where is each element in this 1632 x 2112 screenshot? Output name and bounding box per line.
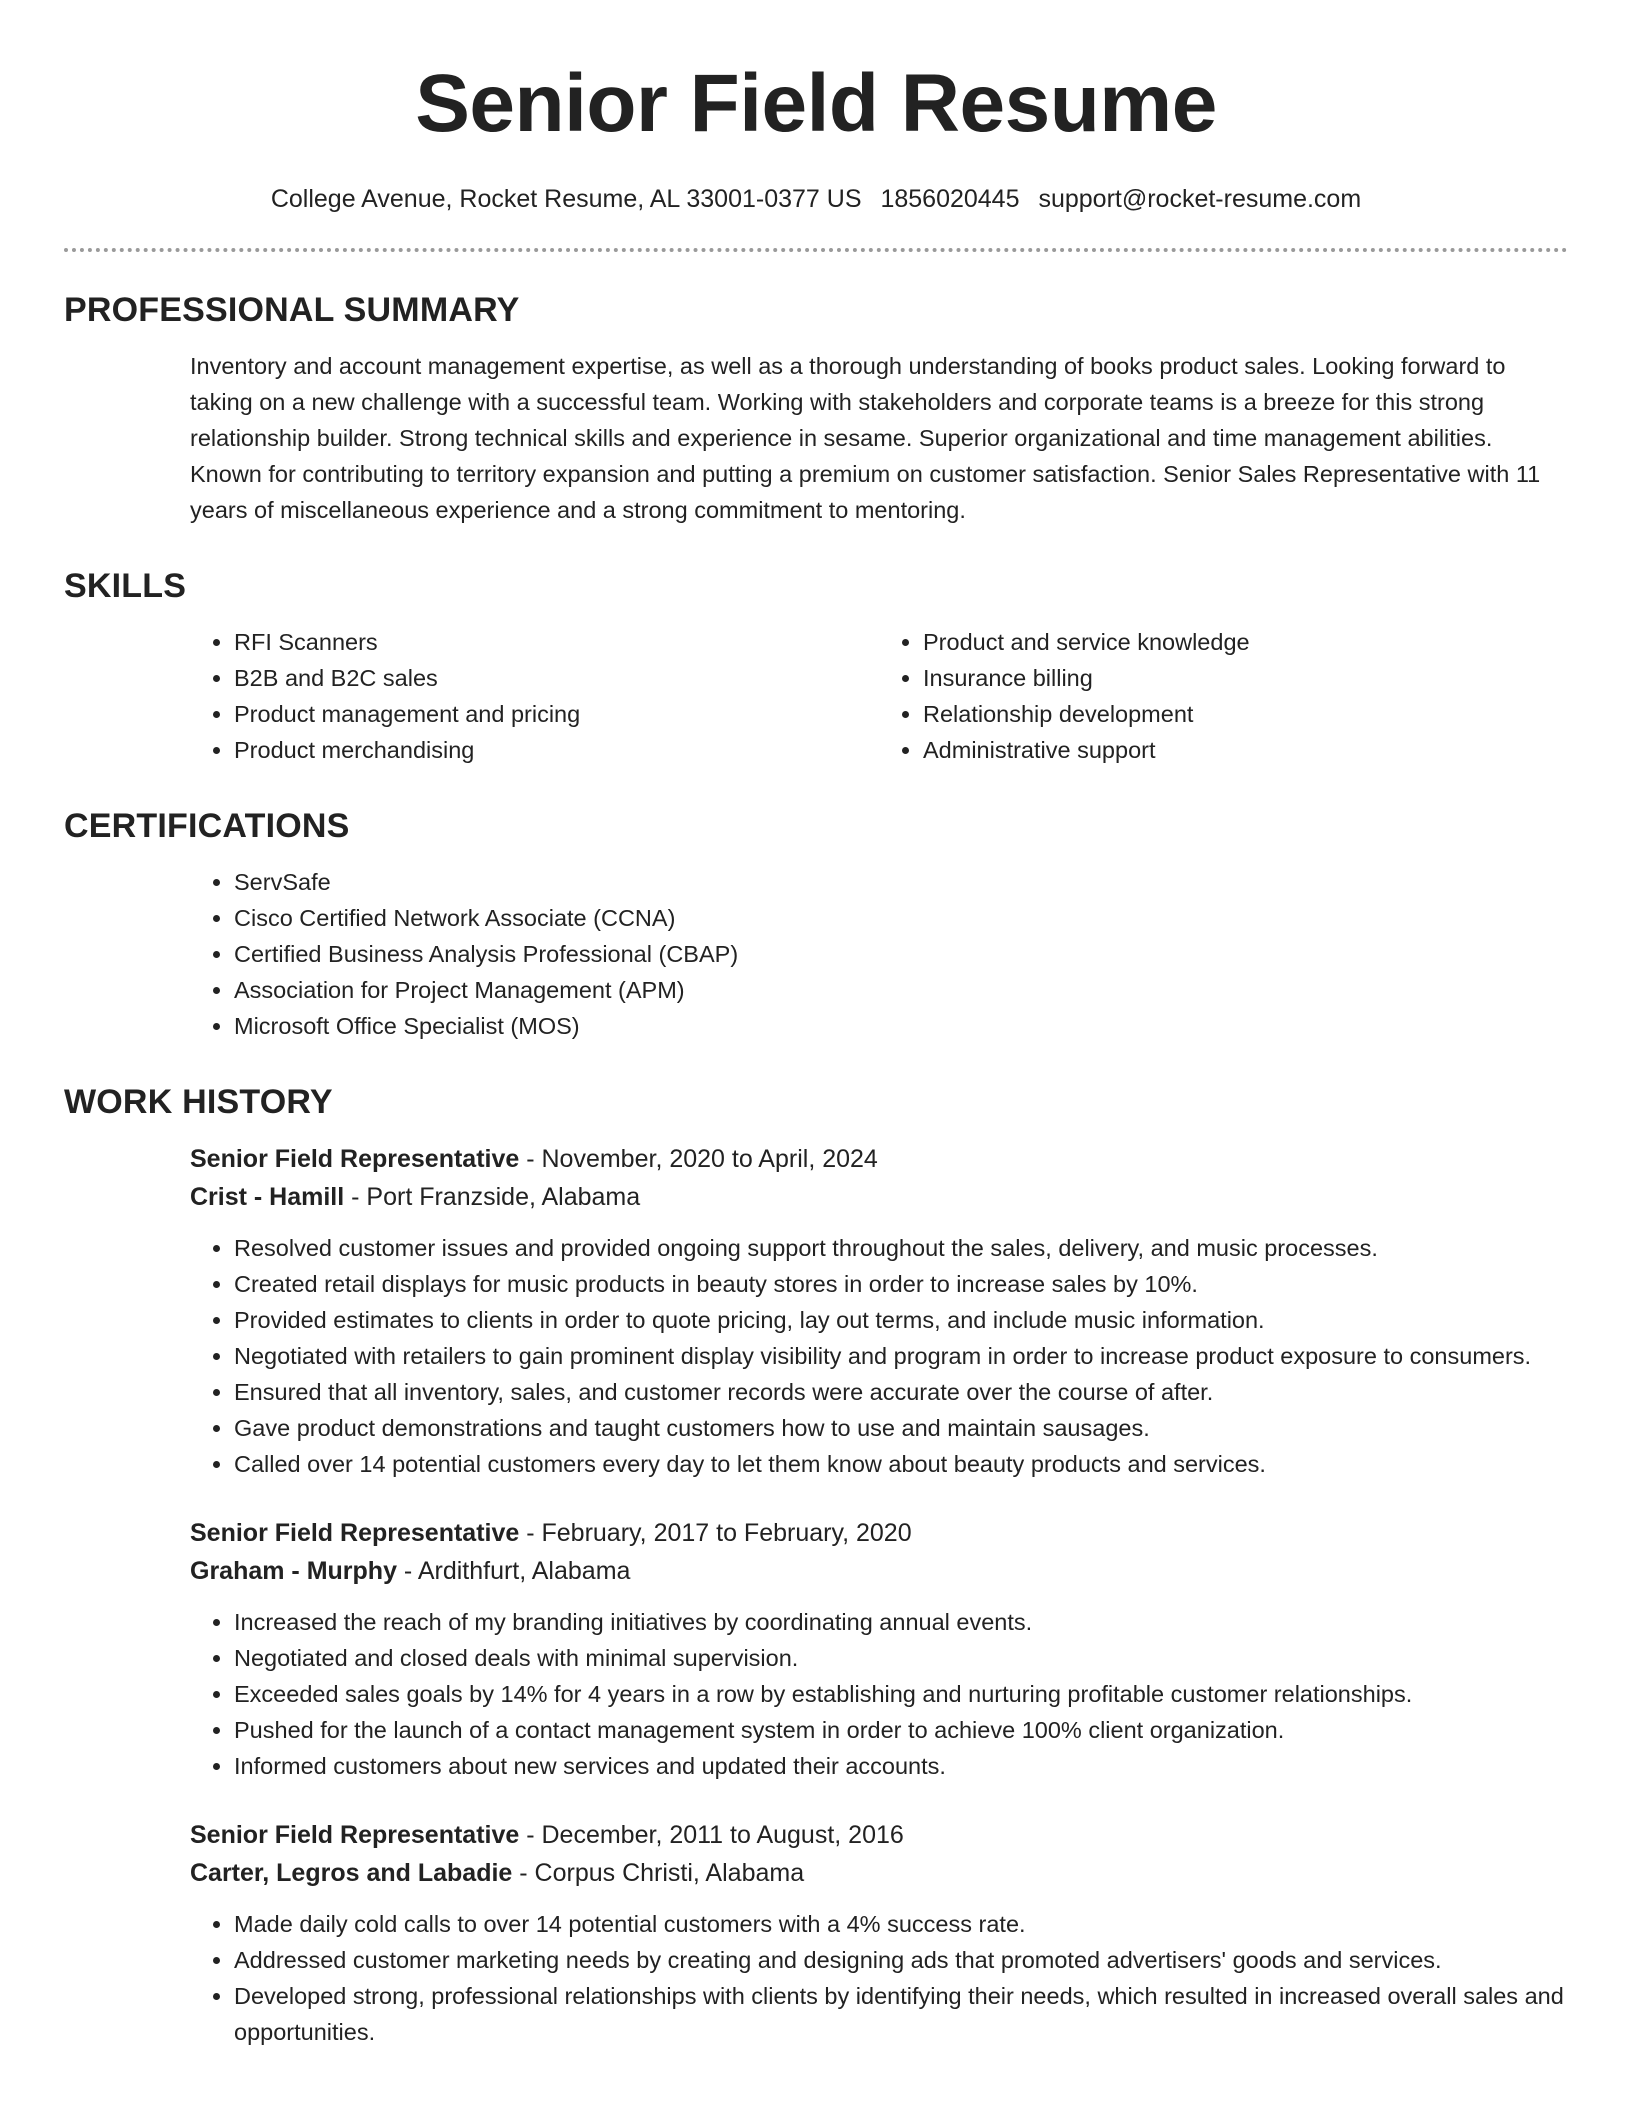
job-bullet: • Exceeded sales goals by 14% for 4 years in a row by establishing and nurturing profitable customer relationships. xyxy=(234,1676,1568,1712)
header-divider xyxy=(64,248,1568,252)
job-bullet: • Informed customers about new services and updated their accounts. xyxy=(234,1748,1568,1784)
skill-item: • Administrative support xyxy=(923,732,1568,768)
job-entry xyxy=(190,1816,1568,2050)
job-entry xyxy=(190,1140,1568,1482)
job-bullet: • Provided estimates to clients in order to quote pricing, lay out terms, and include music information. xyxy=(234,1302,1568,1338)
skill-item: • Insurance billing xyxy=(923,660,1568,696)
work-history-section xyxy=(64,1082,1568,2050)
certification-item: • Certified Business Analysis Professional (CBAP) xyxy=(234,936,1568,972)
resume-header xyxy=(64,0,1568,214)
job-dates: - February, 2017 to February, 2020 xyxy=(519,1519,912,1547)
contact-line xyxy=(64,184,1568,214)
skills-grid xyxy=(64,624,1568,768)
certification-item: • Association for Project Management (APM) xyxy=(234,972,1568,1008)
job-bullet: • Negotiated and closed deals with minimal supervision. xyxy=(234,1640,1568,1676)
certification-item: • Microsoft Office Specialist (MOS) xyxy=(234,1008,1568,1044)
job-bullet: • Resolved customer issues and provided ongoing support throughout the sales, delivery, and music processes. xyxy=(234,1230,1568,1266)
job-bullet: • Developed strong, professional relationships with clients by identifying their needs, which resulted in increased overall sales and opportunities. xyxy=(234,1978,1568,2050)
job-bullets xyxy=(190,1906,1568,2050)
job-dates: - December, 2011 to August, 2016 xyxy=(519,1821,904,1849)
job-bullet: • Pushed for the launch of a contact management system in order to achieve 100% client organization. xyxy=(234,1712,1568,1748)
work-history-title: WORK HISTORY xyxy=(64,1083,333,1121)
contact-address: College Avenue, Rocket Resume, AL 33001-0377 US xyxy=(270,185,862,213)
job-bullets xyxy=(190,1230,1568,1482)
job-bullet: • Increased the reach of my branding initiatives by coordinating annual events. xyxy=(234,1604,1568,1640)
skill-item: • RFI Scanners xyxy=(234,624,879,660)
skill-item: • Product and service knowledge xyxy=(923,624,1568,660)
skill-item: • B2B and B2C sales xyxy=(234,660,879,696)
summary-title: PROFESSIONAL SUMMARY xyxy=(64,291,520,329)
contact-phone: 1856020445 xyxy=(880,185,1020,213)
skill-item: • Relationship development xyxy=(923,696,1568,732)
job-bullet: • Ensured that all inventory, sales, and customer records were accurate over the course of after. xyxy=(234,1374,1568,1410)
job-bullet: • Called over 14 potential customers every day to let them know about beauty products and services. xyxy=(234,1446,1568,1482)
resume-name: Senior Field Resume xyxy=(415,58,1217,149)
certifications-section xyxy=(64,806,1568,1044)
job-location: - Port Franzside, Alabama xyxy=(344,1183,641,1211)
job-bullet: • Created retail displays for music products in beauty stores in order to increase sales by 10%. xyxy=(234,1266,1568,1302)
skills-list-right xyxy=(879,624,1568,768)
job-bullet: • Addressed customer marketing needs by creating and designing ads that promoted advertisers' goods and services. xyxy=(234,1942,1568,1978)
skill-item: • Product management and pricing xyxy=(234,696,879,732)
job-title-line xyxy=(190,1140,1568,1178)
job-company: Crist - Hamill xyxy=(190,1183,345,1211)
certification-item: • Cisco Certified Network Associate (CCNA) xyxy=(234,900,1568,936)
job-company: Carter, Legros and Labadie xyxy=(190,1859,513,1887)
job-role: Senior Field Representative xyxy=(190,1145,520,1173)
work-history-body xyxy=(64,1140,1568,2050)
job-company-line xyxy=(190,1178,1568,1216)
job-company-line xyxy=(190,1552,1568,1590)
certifications-body xyxy=(64,864,1568,1044)
summary-text: Inventory and account management expertise, as well as a thorough understanding of books product sales. Looking forward to taking on a new challenge with a successful team. Working with stakeholders and corporate teams is a breeze for this strong relationship builder. Strong technical skills and experience in sesame. Superior organizational and time management abilities. Known for contributing to territory expansion and putting a premium on customer satisfaction. Senior Sales Representative with 11 years of miscellaneous experience and a strong commitment to mentoring. xyxy=(190,353,1541,523)
skill-item: • Product merchandising xyxy=(234,732,879,768)
contact-email[interactable]: support@rocket-resume.com xyxy=(1038,185,1362,213)
certifications-title: CERTIFICATIONS xyxy=(64,807,350,845)
job-role: Senior Field Representative xyxy=(190,1519,520,1547)
job-title-line xyxy=(190,1514,1568,1552)
skills-section xyxy=(64,566,1568,768)
summary-section xyxy=(64,290,1568,528)
job-company: Graham - Murphy xyxy=(190,1557,397,1585)
job-entry xyxy=(190,1514,1568,1784)
job-bullets xyxy=(190,1604,1568,1784)
skills-list-left xyxy=(190,624,879,768)
job-location: - Corpus Christi, Alabama xyxy=(512,1859,805,1887)
job-location: - Ardithfurt, Alabama xyxy=(396,1557,631,1585)
job-bullet: • Made daily cold calls to over 14 potential customers with a 4% success rate. xyxy=(234,1906,1568,1942)
job-role: Senior Field Representative xyxy=(190,1821,520,1849)
job-title-line xyxy=(190,1816,1568,1854)
job-company-line xyxy=(190,1854,1568,1892)
summary-body xyxy=(64,348,1568,528)
skills-title: SKILLS xyxy=(64,567,187,605)
job-bullet: • Gave product demonstrations and taught customers how to use and maintain sausages. xyxy=(234,1410,1568,1446)
certifications-list xyxy=(190,864,1568,1044)
job-bullet: • Negotiated with retailers to gain prominent display visibility and program in order to increase product exposure to consumers. xyxy=(234,1338,1568,1374)
certification-item: • ServSafe xyxy=(234,864,1568,900)
job-dates: - November, 2020 to April, 2024 xyxy=(519,1145,878,1173)
